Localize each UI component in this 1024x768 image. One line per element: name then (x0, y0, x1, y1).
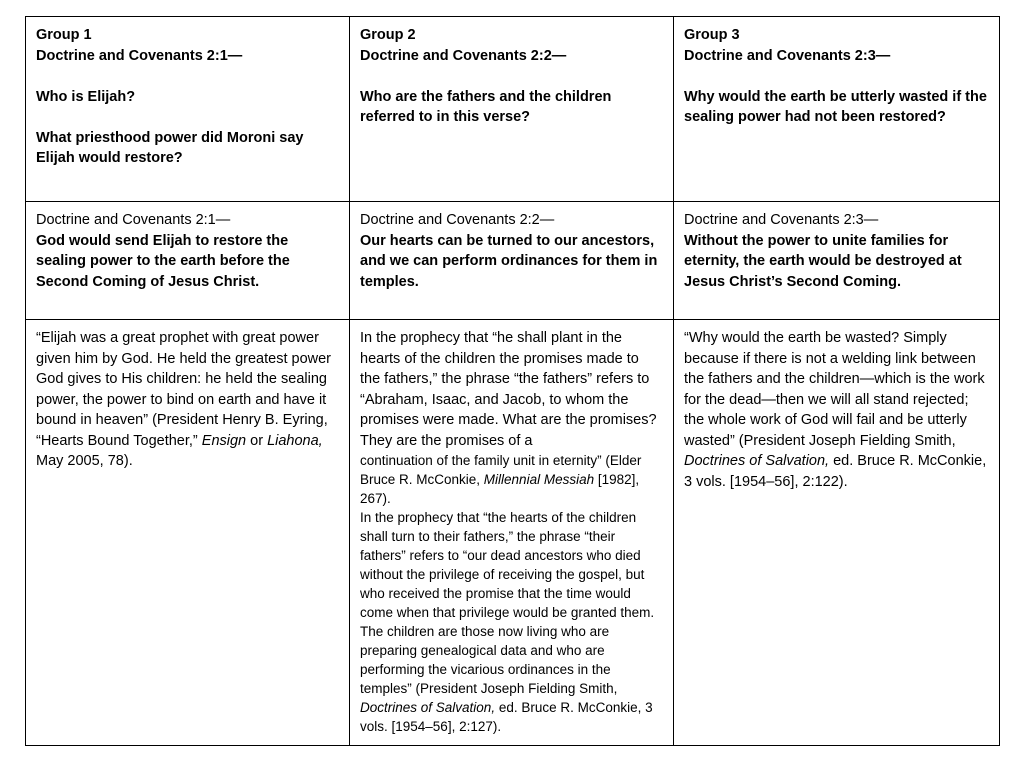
question: What priesthood power did Moroni say Elijah would restore? (36, 129, 304, 166)
scripture-reference: Doctrine and Covenants 2:2— (360, 47, 567, 64)
answer-text: God would send Elijah to restore the sealing power to the earth before the Second Coming of Jesus Christ. (36, 232, 290, 290)
answer-text: Our hearts can be turned to our ancestors, and we can perform ordinances for them in temples. (360, 232, 658, 290)
quote-source-title: Doctrines of Salvation, (684, 453, 830, 469)
quote-2-cell (350, 320, 674, 746)
activity-table (25, 16, 1000, 746)
quote-text: [1982], 267). (360, 472, 640, 506)
quote-source-title: Millennial Messiah (483, 472, 595, 487)
answer-2-cell (350, 202, 674, 320)
question: Who are the fathers and the children referred to in this verse? (360, 88, 612, 125)
quote-source-title: Doctrines of Salvation, (360, 700, 496, 715)
quote-text: May 2005, 78). (36, 453, 133, 469)
group-label: Group 1 (36, 27, 92, 43)
quotes-row (26, 320, 1000, 746)
quote-source-title: Ensign (201, 432, 247, 449)
group-1-cell (26, 17, 350, 202)
question: Who is Elijah? (36, 88, 136, 105)
scripture-reference: Doctrine and Covenants 2:3— (684, 212, 879, 228)
question: Why would the earth be utterly wasted if the sealing power had not been restored? (684, 88, 987, 125)
quote-continued (360, 451, 663, 508)
answer-text: Without the power to unite families for eternity, the earth would be destroyed at Jesus Christ’s Second Coming. (684, 232, 962, 290)
group-label: Group 3 (684, 27, 740, 43)
scripture-reference: Doctrine and Covenants 2:2— (360, 212, 555, 228)
quote-text: ed. Bruce R. McConkie, 3 vols. [1954–56], 2:127). (360, 700, 653, 734)
quote-3-cell (674, 320, 1000, 746)
answer-3-cell (674, 202, 1000, 320)
quote-text: “Why would the earth be wasted? Simply because if there is not a welding link between the fathers and the children—which is the work for the dead—then we will all stand rejected; the whole work of God will fail and be utterly wasted” (President Joseph Fielding Smith, (684, 330, 985, 449)
quote-text: “Elijah was a great prophet with great power given him by God. He held the greatest power God gives to His children: he held the sealing power, the power to bind on earth and have it bound in heaven” (President Henry B. Eyring, “Hearts Bound Together,” (36, 330, 331, 449)
scripture-reference: Doctrine and Covenants 2:3— (684, 47, 891, 64)
quote-1-cell (26, 320, 350, 746)
quote-text: ed. Bruce R. McConkie, 3 vols. [1954–56], 2:122). (684, 453, 987, 490)
questions-row (26, 17, 1000, 202)
scripture-reference: Doctrine and Covenants 2:1— (36, 212, 231, 228)
quote-text: continuation of the family unit in eternity” (Elder Bruce R. McConkie, (360, 453, 642, 487)
answer-1-cell (26, 202, 350, 320)
scripture-reference: Doctrine and Covenants 2:1— (36, 47, 243, 64)
quote-text: In the prophecy that “the hearts of the children shall turn to their fathers,” the phrase “their fathers” refers to “our dead ancestors who died without the privilege of receiving the gospel, but who received the promise that the time would come when that privilege would be granted them. The children are those now living who are preparing genealogical data and who are performing the vicarious ordinances in the temples” (President Joseph Fielding Smith, (360, 510, 655, 696)
group-label: Group 2 (360, 27, 416, 43)
quote-text: or (246, 432, 268, 449)
quote-second-paragraph (360, 508, 663, 736)
answers-row (26, 202, 1000, 320)
group-2-cell (350, 17, 674, 202)
group-3-cell (674, 17, 1000, 202)
quote-text: In the prophecy that “he shall plant in the hearts of the children the promises made to the fathers,” the phrase “the fathers” refers to “Abraham, Isaac, and Jacob, to whom the promises were made. What are the promises? They are the promises of a (360, 330, 657, 449)
quote-source-title: Liahona, (267, 432, 323, 449)
